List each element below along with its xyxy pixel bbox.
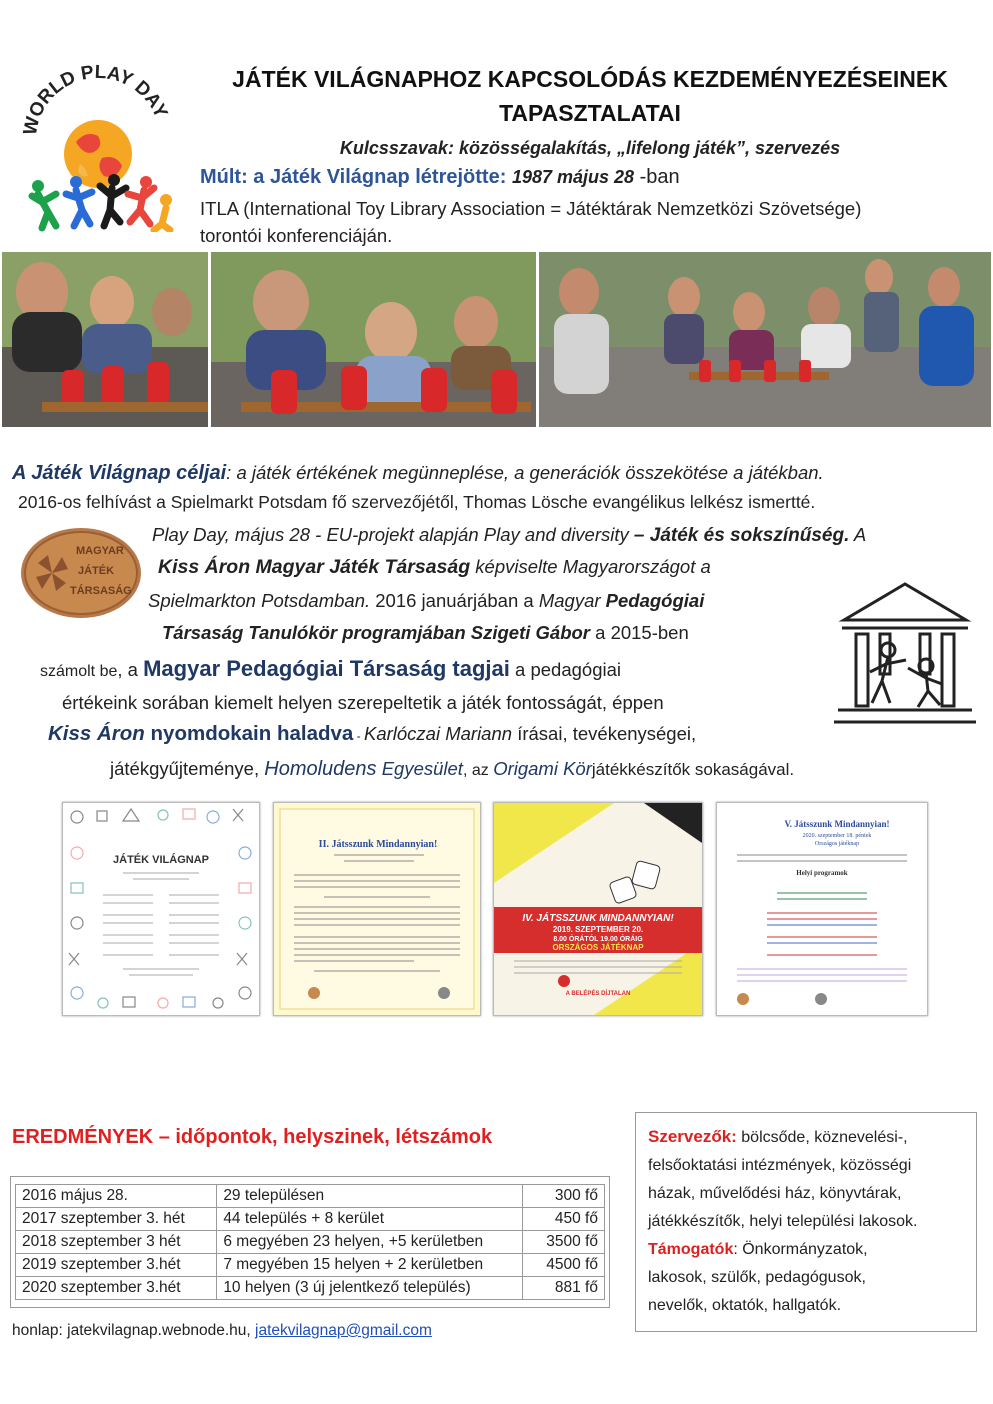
poster4-section: Helyi programok <box>796 869 848 877</box>
results-table <box>15 1184 605 1300</box>
table-row <box>16 1254 605 1277</box>
organizers-box <box>635 1112 977 1332</box>
poster4-sub: Országos játéknap <box>814 841 860 847</box>
medal-text-3: TÁRSASÁG <box>70 585 132 597</box>
results-place-cell: 29 településen <box>217 1185 523 1208</box>
goals-line5-b: 2016 januárjában a <box>370 590 539 611</box>
goals-line9-a: Kiss Áron <box>48 722 145 745</box>
goals-lead: A Játék Világnap céljai <box>12 462 227 484</box>
results-count-cell: 3500 fő <box>523 1231 605 1254</box>
goals-line2: 2016-os felhívást a Spielmarkt Potsdam fő szervezőjétől, Thomas Lösche evangélikus lelkész ismertté. <box>18 492 816 512</box>
goals-line9-b: nyomdokain haladva <box>144 722 354 745</box>
page-title-line2: TAPASZTALATAI <box>499 100 681 126</box>
results-date-cell: 2017 szeptember 3. hét <box>16 1208 217 1231</box>
goals-line10-b: Homoludens <box>264 758 377 780</box>
results-place-cell: 10 helyen (3 új jelentkező település) <box>217 1277 523 1300</box>
results-count-cell: 881 fő <box>523 1277 605 1300</box>
page-title: JÁTÉK VILÁGNAPHOZ KAPCSOLÓDÁS KEZDEMÉNYEZÉSEINEK <box>232 66 948 92</box>
organizers-l4: játékkészítők, helyi települési lakosok. <box>648 1213 918 1230</box>
photo-adults-playing <box>539 252 991 427</box>
goals-line9-e: írásai, tevékenységei, <box>512 723 697 744</box>
goals-line7-b: , a <box>117 659 144 680</box>
svg-text:WORLD PLAY DAY: WORLD PLAY DAY <box>19 62 172 137</box>
poster3-date: 2019. SZEPTEMBER 20. <box>552 925 644 934</box>
table-row <box>16 1185 605 1208</box>
goals-line9 <box>48 722 696 746</box>
medal-text-2: JÁTÉK <box>78 565 115 577</box>
poster3-footer: A BELÉPÉS DÍJTALAN <box>565 991 631 997</box>
history-date-suffix: -ban <box>639 166 680 188</box>
results-date-cell: 2019 szeptember 3.hét <box>16 1254 217 1277</box>
goals-line7-a: számolt be <box>40 663 118 680</box>
goals-line4 <box>158 556 711 579</box>
poster-ii-jatsszunk <box>273 802 481 1016</box>
table-row <box>16 1277 605 1300</box>
poster3-title: IV. JÁTSSZUNK MINDANNYIAN! <box>522 913 674 924</box>
organizers-l3: házak, művelődési ház, könyvtárak, <box>648 1185 902 1202</box>
goals-line10-a: játékgyűjteménye, <box>110 758 265 779</box>
results-count-cell: 300 fő <box>523 1185 605 1208</box>
results-place-cell: 44 település + 8 kerület <box>217 1208 523 1231</box>
goals-line3-b: – Játék és sokszínűség. <box>633 525 850 546</box>
world-play-day-logo <box>18 62 178 232</box>
poster-jatek-vilagnap <box>62 802 260 1016</box>
temple-icon <box>834 578 976 730</box>
goals-line5-d: Pedagógiai <box>605 590 705 611</box>
keywords: Kulcsszavak: közösségalakítás, „lifelong játék”, szervezés <box>339 138 841 158</box>
globe-icon <box>18 62 178 232</box>
goals-line4-b: képviselte Magyarországot a <box>470 556 711 577</box>
supporters-line1 <box>648 1236 976 1264</box>
photo-boys-playing <box>211 252 536 427</box>
footer-homepage: honlap: jatekvilagnap.webnode.hu, <box>12 1322 256 1339</box>
temple-logo <box>834 578 976 730</box>
poster3-sub: ORSZÁGOS JÁTÉKNAP <box>552 943 644 952</box>
goals-line3 <box>152 524 866 547</box>
history-line2: ITLA (International Toy Library Association = Játéktárak Nemzetközi Szövetsége) <box>200 198 862 219</box>
goals-line3-c: A <box>849 524 867 545</box>
poster1-title: JÁTÉK VILÁGNAP <box>113 854 209 866</box>
history-lead: Múlt: a Játék Világnap létrejötte: <box>200 166 507 188</box>
poster-iv-jatsszunk <box>493 802 703 1016</box>
goals-line9-c: - <box>353 729 364 743</box>
footer-links <box>12 1322 432 1340</box>
goals-line6-b: a 2015-ben <box>590 622 689 643</box>
goals-line5-c: Magyar <box>538 590 606 611</box>
poster3-time: 8.00 ÓRÁTÓL 19.00 ÓRÁIG <box>553 936 643 943</box>
supporters-l2: lakosok, szülők, pedagógusok, <box>648 1269 866 1286</box>
goals-line10-e: Origami Kör <box>493 758 592 779</box>
goals-line7-d: a pedagógiai <box>509 659 622 680</box>
goals-line10-d: , az <box>462 762 494 779</box>
results-date-cell: 2020 szeptember 3.hét <box>16 1277 217 1300</box>
history-line1 <box>200 166 680 189</box>
goals-line6 <box>162 622 689 644</box>
photo-children-playing <box>2 252 208 427</box>
goals-line7 <box>40 656 621 682</box>
goals-line1 <box>12 462 824 485</box>
results-count-cell: 4500 fő <box>523 1254 605 1277</box>
history-date: 1987 május 28 <box>511 167 635 187</box>
goals-lead-rest: : a játék értékének megünneplése, a generációk összekötése a játékban. <box>226 462 824 483</box>
poster-v-jatsszunk <box>716 802 928 1016</box>
goals-line5 <box>148 590 704 612</box>
organizers-l2: felsőoktatási intézmények, közösségi <box>648 1157 912 1174</box>
goals-line10 <box>110 758 794 781</box>
organizers-l1: bölcsőde, köznevelési-, <box>736 1129 908 1146</box>
results-date-cell: 2018 szeptember 3 hét <box>16 1231 217 1254</box>
results-frame <box>10 1176 610 1308</box>
supporters-label: Támogatók <box>648 1241 734 1258</box>
table-row <box>16 1208 605 1231</box>
goals-line9-d: Karlóczai Mariann <box>363 723 513 744</box>
medal-logo <box>18 526 144 620</box>
footer-email-link[interactable]: jatekvilagnap@gmail.com <box>255 1322 432 1339</box>
history-line3: torontói konferenciáján. <box>200 225 393 246</box>
organizers-line1 <box>648 1123 976 1152</box>
results-place-cell: 6 megyében 23 helyen, +5 kerületben <box>217 1231 523 1254</box>
results-date-cell: 2016 május 28. <box>16 1185 217 1208</box>
goals-line10-c: Egyesület <box>376 758 463 779</box>
results-heading: EREDMÉNYEK – időpontok, helyszinek, létszámok <box>12 1126 493 1148</box>
goals-line8: értékeink sorában kiemelt helyen szerepeltetik a játék fontosságát, éppen <box>62 692 664 713</box>
results-count-cell: 450 fő <box>523 1208 605 1231</box>
goals-line5-a: Spielmarkton Potsdamban. <box>148 590 371 611</box>
supporters-l1: : Önkormányzatok, <box>733 1241 868 1258</box>
goals-line7-c: Magyar Pedagógiai Társaság tagjai <box>143 656 510 681</box>
supporters-l3: nevelők, oktatók, hallgatók. <box>648 1297 842 1314</box>
table-row <box>16 1231 605 1254</box>
goals-line4-a: Kiss Áron Magyar Játék Társaság <box>158 556 471 578</box>
poster4-title: V. Játsszunk Mindannyian! <box>784 819 890 829</box>
poster4-date: 2020. szeptember 18. péntek <box>802 833 872 839</box>
goals-line6-a: Társaság Tanulókör programjában Szigeti Gábor <box>162 622 590 643</box>
medal-text-1: MAGYAR <box>76 545 124 557</box>
results-place-cell: 7 megyében 15 helyen + 2 kerületben <box>217 1254 523 1277</box>
goals-line3-a: Play Day, május 28 - EU-projekt alapján Play and diversity <box>152 524 634 545</box>
organizers-label: Szervezők: <box>648 1127 737 1146</box>
goals-line10-f: játékkészítők sokaságával. <box>591 760 795 779</box>
poster2-title: II. Játsszunk Mindannyian! <box>318 839 438 850</box>
